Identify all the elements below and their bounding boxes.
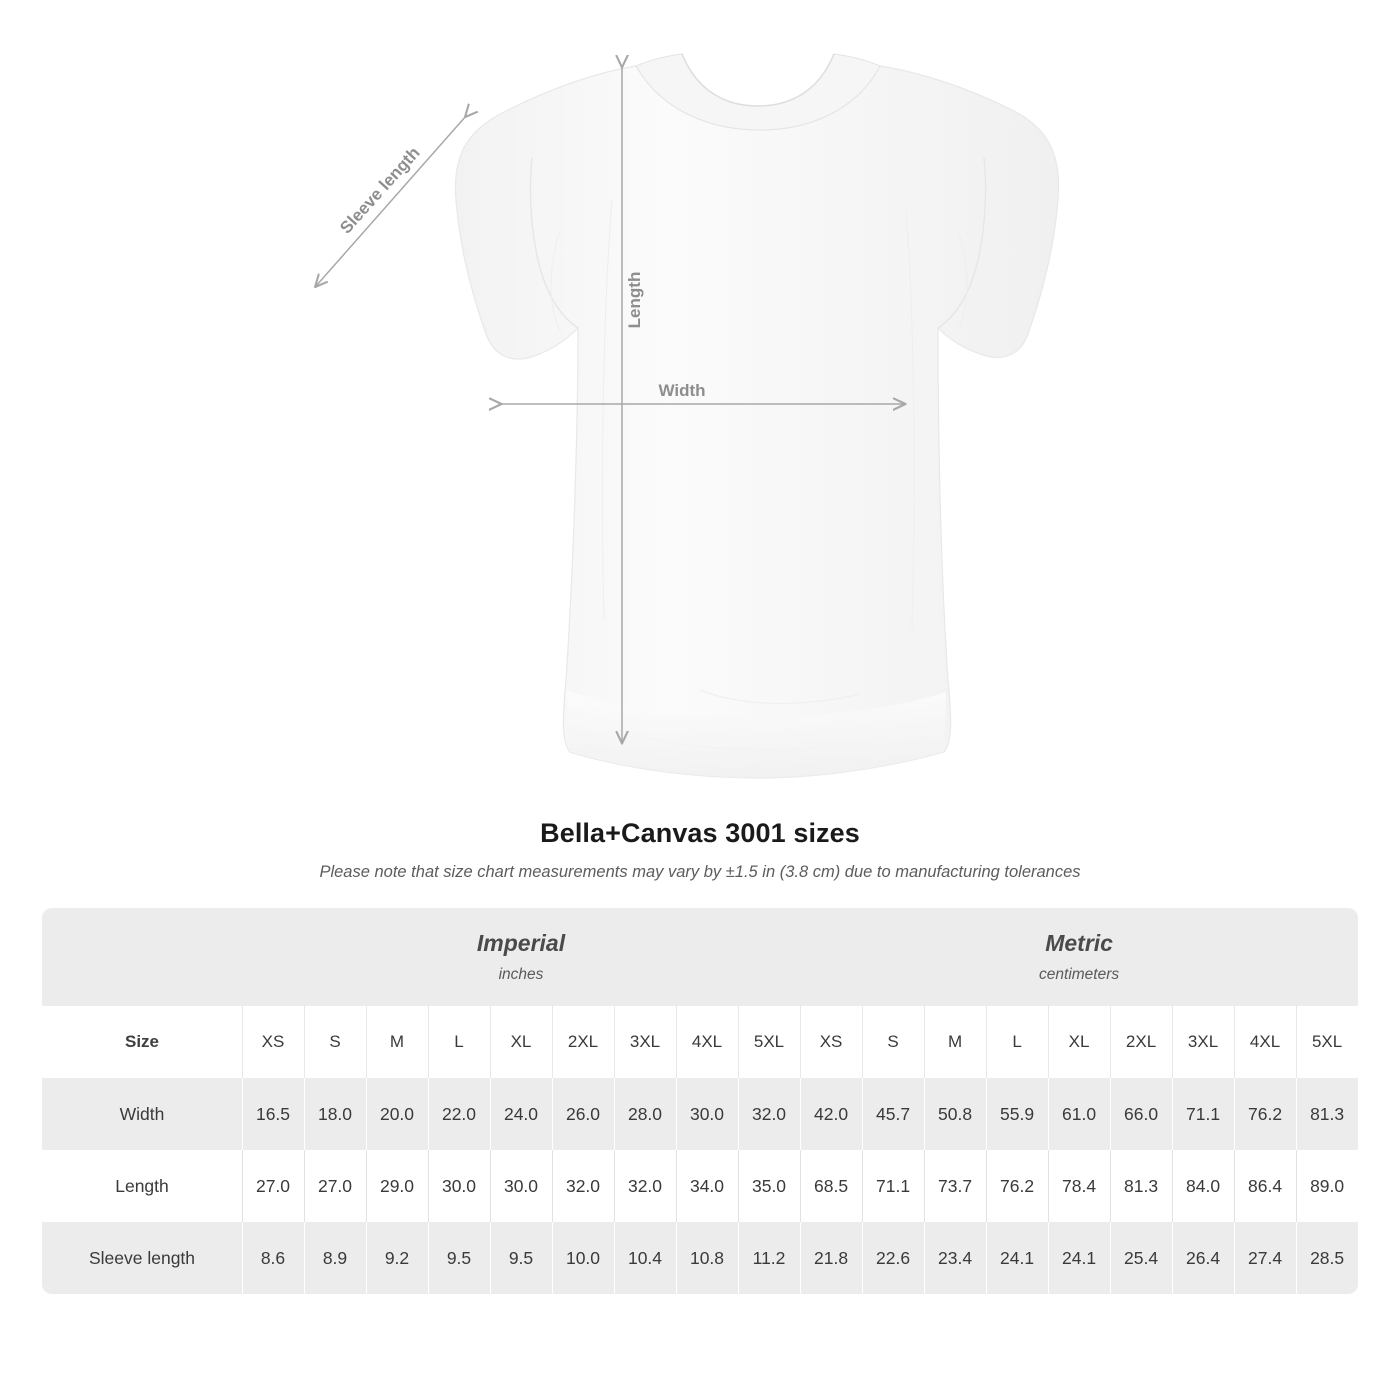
sleeve-length-label: Sleeve length bbox=[336, 143, 424, 238]
unit-group-metric-unit: centimeters bbox=[1039, 966, 1120, 983]
cell-length-16: 86.4 bbox=[1234, 1150, 1296, 1222]
cell-width-17: 81.3 bbox=[1296, 1078, 1358, 1150]
header-size-2xl: 2XL bbox=[552, 1006, 614, 1078]
cell-sleeve-7: 10.8 bbox=[676, 1222, 738, 1294]
cell-length-13: 78.4 bbox=[1048, 1150, 1110, 1222]
header-size-m-metric: M bbox=[924, 1006, 986, 1078]
page-title: Bella+Canvas 3001 sizes bbox=[540, 818, 860, 848]
cell-sleeve-5: 10.0 bbox=[552, 1222, 614, 1294]
cell-length-2: 29.0 bbox=[366, 1150, 428, 1222]
width-label: Width bbox=[658, 381, 706, 400]
cell-width-15: 71.1 bbox=[1172, 1078, 1234, 1150]
unit-group-imperial-unit: inches bbox=[498, 966, 544, 983]
cell-length-15: 84.0 bbox=[1172, 1150, 1234, 1222]
cell-length-10: 71.1 bbox=[862, 1150, 924, 1222]
cell-length-0: 27.0 bbox=[242, 1150, 304, 1222]
cell-length-9: 68.5 bbox=[800, 1150, 862, 1222]
tolerance-note: Please note that size chart measurements may vary by ±1.5 in (3.8 cm) due to manufacturing tolerances bbox=[319, 863, 1081, 881]
header-size-3xl: 3XL bbox=[614, 1006, 676, 1078]
cell-sleeve-17: 28.5 bbox=[1296, 1222, 1358, 1294]
row-label-width: Width bbox=[42, 1078, 242, 1150]
cell-sleeve-6: 10.4 bbox=[614, 1222, 676, 1294]
cell-width-1: 18.0 bbox=[304, 1078, 366, 1150]
cell-length-1: 27.0 bbox=[304, 1150, 366, 1222]
table-row bbox=[42, 1150, 1358, 1222]
cell-length-8: 35.0 bbox=[738, 1150, 800, 1222]
cell-width-13: 61.0 bbox=[1048, 1078, 1110, 1150]
header-size-3xl-metric: 3XL bbox=[1172, 1006, 1234, 1078]
cell-sleeve-4: 9.5 bbox=[490, 1222, 552, 1294]
header-size-4xl-metric: 4XL bbox=[1234, 1006, 1296, 1078]
header-size-s-metric: S bbox=[862, 1006, 924, 1078]
cell-length-5: 32.0 bbox=[552, 1150, 614, 1222]
cell-width-16: 76.2 bbox=[1234, 1078, 1296, 1150]
cell-width-0: 16.5 bbox=[242, 1078, 304, 1150]
cell-length-11: 73.7 bbox=[924, 1150, 986, 1222]
table-row bbox=[42, 1222, 1358, 1294]
unit-group-row bbox=[42, 908, 1358, 1006]
row-label-length: Length bbox=[42, 1150, 242, 1222]
header-size-4xl: 4XL bbox=[676, 1006, 738, 1078]
size-header-row bbox=[42, 1006, 1358, 1078]
cell-length-14: 81.3 bbox=[1110, 1150, 1172, 1222]
header-size-5xl: 5XL bbox=[738, 1006, 800, 1078]
cell-length-17: 89.0 bbox=[1296, 1150, 1358, 1222]
cell-sleeve-15: 26.4 bbox=[1172, 1222, 1234, 1294]
header-size-m: M bbox=[366, 1006, 428, 1078]
cell-width-11: 50.8 bbox=[924, 1078, 986, 1150]
size-table-wrap bbox=[42, 908, 1358, 1294]
unit-row-blank bbox=[42, 908, 242, 1006]
header-size-xl: XL bbox=[490, 1006, 552, 1078]
cell-sleeve-13: 24.1 bbox=[1048, 1222, 1110, 1294]
cell-length-12: 76.2 bbox=[986, 1150, 1048, 1222]
cell-sleeve-16: 27.4 bbox=[1234, 1222, 1296, 1294]
cell-sleeve-11: 23.4 bbox=[924, 1222, 986, 1294]
cell-length-4: 30.0 bbox=[490, 1150, 552, 1222]
length-label: Length bbox=[625, 271, 644, 329]
cell-length-3: 30.0 bbox=[428, 1150, 490, 1222]
title-block bbox=[0, 818, 1400, 882]
cell-length-6: 32.0 bbox=[614, 1150, 676, 1222]
cell-width-5: 26.0 bbox=[552, 1078, 614, 1150]
cell-sleeve-10: 22.6 bbox=[862, 1222, 924, 1294]
cell-width-8: 32.0 bbox=[738, 1078, 800, 1150]
header-size-l: L bbox=[428, 1006, 490, 1078]
cell-width-10: 45.7 bbox=[862, 1078, 924, 1150]
header-size-2xl-metric: 2XL bbox=[1110, 1006, 1172, 1078]
header-size-xl-metric: XL bbox=[1048, 1006, 1110, 1078]
cell-width-9: 42.0 bbox=[800, 1078, 862, 1150]
unit-group-metric bbox=[800, 908, 1358, 1006]
cell-sleeve-1: 8.9 bbox=[304, 1222, 366, 1294]
cell-width-2: 20.0 bbox=[366, 1078, 428, 1150]
row-label-sleeve-length: Sleeve length bbox=[42, 1222, 242, 1294]
cell-width-12: 55.9 bbox=[986, 1078, 1048, 1150]
sleeve-length-arrow bbox=[316, 116, 466, 286]
cell-sleeve-8: 11.2 bbox=[738, 1222, 800, 1294]
cell-sleeve-3: 9.5 bbox=[428, 1222, 490, 1294]
unit-group-imperial bbox=[242, 908, 800, 1006]
header-size-l-metric: L bbox=[986, 1006, 1048, 1078]
cell-sleeve-0: 8.6 bbox=[242, 1222, 304, 1294]
header-size-xs: XS bbox=[242, 1006, 304, 1078]
cell-width-14: 66.0 bbox=[1110, 1078, 1172, 1150]
table-row bbox=[42, 1078, 1358, 1150]
header-size-s: S bbox=[304, 1006, 366, 1078]
unit-group-metric-name: Metric bbox=[1045, 930, 1113, 956]
cell-width-4: 24.0 bbox=[490, 1078, 552, 1150]
cell-length-7: 34.0 bbox=[676, 1150, 738, 1222]
cell-width-6: 28.0 bbox=[614, 1078, 676, 1150]
cell-sleeve-14: 25.4 bbox=[1110, 1222, 1172, 1294]
header-size-5xl-metric: 5XL bbox=[1296, 1006, 1358, 1078]
size-table bbox=[42, 908, 1358, 1294]
unit-group-imperial-name: Imperial bbox=[476, 930, 566, 956]
header-size-label: Size bbox=[42, 1006, 242, 1078]
cell-sleeve-2: 9.2 bbox=[366, 1222, 428, 1294]
tshirt-shape bbox=[455, 54, 1058, 778]
cell-sleeve-12: 24.1 bbox=[986, 1222, 1048, 1294]
cell-width-3: 22.0 bbox=[428, 1078, 490, 1150]
header-size-xs-metric: XS bbox=[800, 1006, 862, 1078]
cell-sleeve-9: 21.8 bbox=[800, 1222, 862, 1294]
cell-width-7: 30.0 bbox=[676, 1078, 738, 1150]
